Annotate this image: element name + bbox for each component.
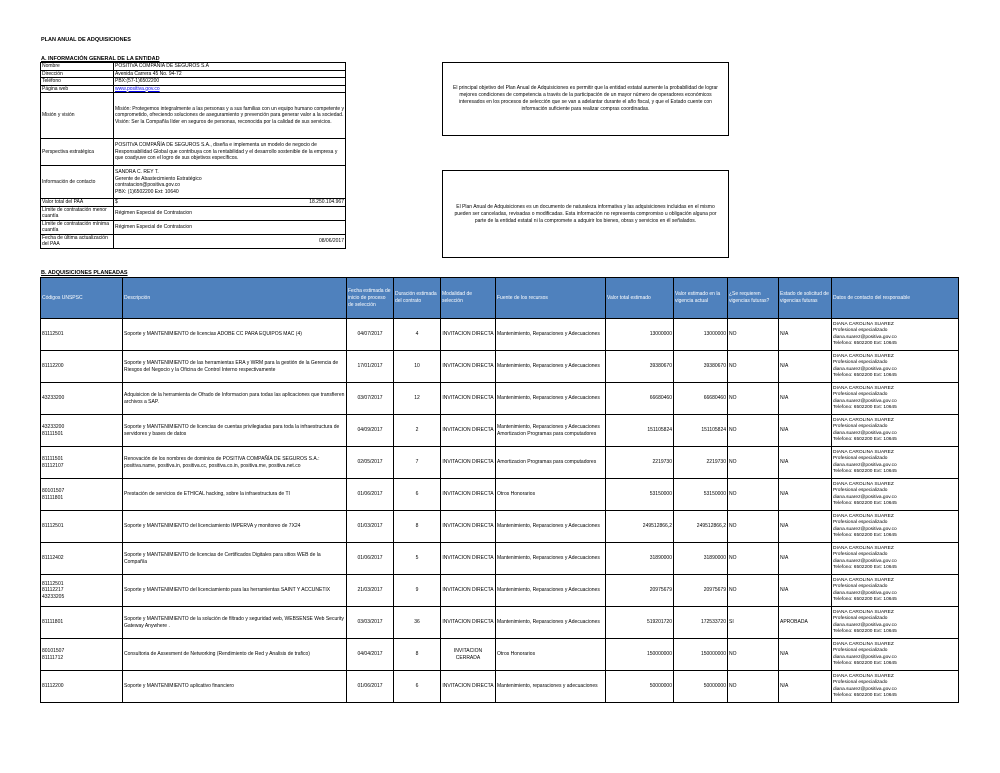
cell-descripcion: Soporte y MANTENIMIENTO de licencias de Certificados Digitales para sitios WEB de la Compañía bbox=[123, 543, 347, 575]
contact-email: diana.suarez@positiva.gov.co bbox=[833, 430, 897, 436]
cell-valor-total: 39380670 bbox=[606, 351, 674, 383]
cell-codigos: 81111801 bbox=[41, 607, 123, 639]
table-header-row bbox=[41, 278, 959, 319]
cell-codigos: 81111501 81112107 bbox=[41, 447, 123, 479]
col-codigos: Códigos UNSPSC bbox=[41, 278, 123, 319]
cell-duracion: 8 bbox=[394, 639, 441, 671]
cell-fecha: 04/04/2017 bbox=[347, 639, 394, 671]
cell-requieren: SI bbox=[728, 607, 779, 639]
mision-label: Misión y visión bbox=[41, 93, 114, 139]
cell-estado: N/A bbox=[779, 575, 832, 607]
cell-descripcion: Soporte y MANTENIMIENTO de licencias ADOBE CC PARA EQUIPOS MAC (4) bbox=[123, 319, 347, 351]
contact-email: diana.suarez@positiva.gov.co bbox=[833, 462, 897, 468]
contact-email: diana.suarez@positiva.gov.co bbox=[833, 494, 897, 500]
cell-valor-total: 50000000 bbox=[606, 671, 674, 703]
cell-contacto bbox=[832, 671, 959, 703]
cell-estado: N/A bbox=[779, 319, 832, 351]
cell-duracion: 7 bbox=[394, 447, 441, 479]
cell-fuente: Mantenimiento, Reparaciones y Adecuaciones bbox=[496, 383, 606, 415]
cell-fuente: Otros Honorarios bbox=[496, 479, 606, 511]
nombre-value: POSITIVA COMPAÑÍA DE SEGUROS S.A bbox=[114, 63, 346, 71]
cell-modalidad: INVITACION DIRECTA bbox=[441, 319, 496, 351]
cell-modalidad: INVITACION DIRECTA bbox=[441, 415, 496, 447]
table-row bbox=[41, 671, 959, 703]
contacto-nombre: SANDRA C. REY T. bbox=[115, 169, 159, 175]
contact-name: DIANA CAROLINA SUAREZ bbox=[833, 577, 894, 583]
cell-duracion: 10 bbox=[394, 351, 441, 383]
contact-name: DIANA CAROLINA SUAREZ bbox=[833, 545, 894, 551]
contact-phone: Telefono: 6502200 Ext: 10645 bbox=[833, 372, 897, 378]
direccion-value: Avenida Carrera 45 No. 94-72 bbox=[114, 70, 346, 78]
contact-role: Profesional especializado bbox=[833, 488, 888, 494]
cell-requieren: NO bbox=[728, 575, 779, 607]
cell-valor-total: 66680460 bbox=[606, 383, 674, 415]
contacto-tel: PBX: (1)6502200 Ext: 10640 bbox=[115, 188, 179, 195]
contact-phone: Telefono: 6502200 Ext: 10645 bbox=[833, 628, 897, 634]
cell-valor-vigencia: 249512866,2 bbox=[674, 511, 728, 543]
cell-estado: N/A bbox=[779, 383, 832, 415]
contact-email: diana.suarez@positiva.gov.co bbox=[833, 526, 897, 532]
cell-valor-vigencia: 31890000 bbox=[674, 543, 728, 575]
cell-estado: N/A bbox=[779, 351, 832, 383]
web-label: Página web bbox=[41, 85, 114, 93]
cell-contacto bbox=[832, 415, 959, 447]
cell-fecha: 01/06/2017 bbox=[347, 671, 394, 703]
contact-role: Profesional especializado bbox=[833, 584, 888, 590]
cell-descripcion: Soporte y MANTENIMIENTO de la solución de filtrado y seguridad web, WEBSENSE Web Security Gateway Anywhere . bbox=[123, 607, 347, 639]
planned-acquisitions-table bbox=[40, 277, 959, 703]
cell-fecha: 01/03/2017 bbox=[347, 511, 394, 543]
cell-valor-vigencia: 53150000 bbox=[674, 479, 728, 511]
cell-fecha: 03/03/2017 bbox=[347, 607, 394, 639]
contact-role: Profesional especializado bbox=[833, 552, 888, 558]
cell-valor-total: 2219730 bbox=[606, 447, 674, 479]
cell-duracion: 5 bbox=[394, 543, 441, 575]
cell-valor-total: 249512866,2 bbox=[606, 511, 674, 543]
mision-text: Misión: Protegemos integralmente a las personas y a sus familias con un equipo humano competente y comprometido, ofreciendo soluciones de aseguramiento y prevención para generar valor a la sociedad. bbox=[115, 105, 345, 119]
cell-codigos: 43233200 bbox=[41, 383, 123, 415]
cell-requieren: NO bbox=[728, 543, 779, 575]
cell-estado: N/A bbox=[779, 511, 832, 543]
cell-requieren: NO bbox=[728, 671, 779, 703]
cell-modalidad: INVITACION DIRECTA bbox=[441, 447, 496, 479]
table-row bbox=[41, 383, 959, 415]
cell-fecha: 01/06/2017 bbox=[347, 479, 394, 511]
contact-email: diana.suarez@positiva.gov.co bbox=[833, 398, 897, 404]
contact-name: DIANA CAROLINA SUAREZ bbox=[833, 353, 894, 359]
nombre-label: Nombre bbox=[41, 63, 114, 71]
cell-valor-vigencia: 150000000 bbox=[674, 639, 728, 671]
cell-contacto bbox=[832, 351, 959, 383]
cell-codigos: 81112200 bbox=[41, 351, 123, 383]
cell-valor-total: 519201720 bbox=[606, 607, 674, 639]
col-requieren: ¿Se requieren vigencias futuras? bbox=[728, 278, 779, 319]
contact-role: Profesional especializado bbox=[833, 360, 888, 366]
cell-valor-vigencia: 66680460 bbox=[674, 383, 728, 415]
cell-contacto bbox=[832, 543, 959, 575]
perspectiva-value: POSITIVA COMPAÑÍA DE SEGUROS S.A., diseña e implementa un modelo de negocio de Responsabilidad Global que contribuya con la rentabilidad y el desarrollo sostenible de la empresa y que coadyuve con el logro de sus objetivos específicos. bbox=[114, 139, 346, 166]
col-fecha: Fecha estimada de inicio de proceso de selección bbox=[347, 278, 394, 319]
cell-fecha: 21/03/2017 bbox=[347, 575, 394, 607]
cell-descripcion: Renovación de los nombres de dominios de POSITIVA COMPAÑÍA DE SEGUROS S.A.: positiva.name, positiva.in, positiva.cc, positiva.co.in, positiva.me, positiva.net.co bbox=[123, 447, 347, 479]
contact-phone: Telefono: 6502200 Ext: 10645 bbox=[833, 468, 897, 474]
cell-contacto bbox=[832, 639, 959, 671]
contact-phone: Telefono: 6502200 Ext: 10645 bbox=[833, 500, 897, 506]
cell-contacto bbox=[832, 383, 959, 415]
section-a-heading: A. INFORMACIÓN GENERAL DE LA ENTIDAD bbox=[41, 56, 160, 62]
cell-fecha: 17/01/2017 bbox=[347, 351, 394, 383]
contacto-cargo: Gerente de Abastecimiento Estratégico bbox=[115, 175, 202, 182]
contact-phone: Telefono: 6502200 Ext: 10645 bbox=[833, 692, 897, 698]
cell-duracion: 6 bbox=[394, 671, 441, 703]
col-duracion: Duración estimada del contrato bbox=[394, 278, 441, 319]
cell-contacto bbox=[832, 319, 959, 351]
cell-modalidad: INVITACION DIRECTA bbox=[441, 479, 496, 511]
cell-duracion: 2 bbox=[394, 415, 441, 447]
contact-phone: Telefono: 6502200 Ext: 10645 bbox=[833, 564, 897, 570]
contact-role: Profesional especializado bbox=[833, 424, 888, 430]
cell-requieren: NO bbox=[728, 479, 779, 511]
limite-menor-value: Régimen Especial de Contratacion bbox=[114, 206, 346, 220]
cell-duracion: 12 bbox=[394, 383, 441, 415]
contact-phone: Telefono: 6502200 Ext: 10645 bbox=[833, 660, 897, 666]
contact-phone: Telefono: 6502200 Ext: 10645 bbox=[833, 532, 897, 538]
cell-codigos: 80101507 81111801 bbox=[41, 479, 123, 511]
contact-name: DIANA CAROLINA SUAREZ bbox=[833, 417, 894, 423]
contact-phone: Telefono: 6502200 Ext: 10645 bbox=[833, 404, 897, 410]
col-contacto: Datos de contacto del responsable bbox=[832, 278, 959, 319]
table-row bbox=[41, 511, 959, 543]
col-descripcion: Descripción bbox=[123, 278, 347, 319]
cell-modalidad: INVITACION DIRECTA bbox=[441, 575, 496, 607]
cell-valor-vigencia: 2219730 bbox=[674, 447, 728, 479]
cell-fecha: 03/07/2017 bbox=[347, 383, 394, 415]
cell-fuente: Mantenimiento, Reparaciones y Adecuaciones bbox=[496, 575, 606, 607]
contact-email: diana.suarez@positiva.gov.co bbox=[833, 654, 897, 660]
disclaimer-text: El Plan Anual de Adquisiciones es un documento de naturaleza informativa y las adquisiciones incluidas en el mismo pueden ser canceladas, revisadas o modificadas. Esta información no representa compromiso u obligación alguna por parte de la entidad estatal ni la compromete a adquirir los bienes, obras y servicios en él señalados. bbox=[454, 203, 717, 224]
objective-note bbox=[442, 62, 729, 136]
contact-name: DIANA CAROLINA SUAREZ bbox=[833, 673, 894, 679]
cell-contacto bbox=[832, 447, 959, 479]
cell-contacto bbox=[832, 511, 959, 543]
cell-duracion: 4 bbox=[394, 319, 441, 351]
contact-email: diana.suarez@positiva.gov.co bbox=[833, 558, 897, 564]
telefono-value: PBX:(57-1)6502200 bbox=[114, 78, 346, 86]
web-link[interactable]: www.positiva.gov.co bbox=[115, 85, 160, 92]
perspectiva-label: Perspectiva estratégica bbox=[41, 139, 114, 166]
contact-email: diana.suarez@positiva.gov.co bbox=[833, 590, 897, 596]
cell-estado: N/A bbox=[779, 415, 832, 447]
valor-value: 18.250.104.967 bbox=[309, 199, 344, 205]
fecha-label: Fecha de última actualización del PAA bbox=[41, 234, 114, 248]
cell-modalidad: INVITACION DIRECTA bbox=[441, 543, 496, 575]
contact-role: Profesional especializado bbox=[833, 680, 888, 686]
col-modalidad: Modalidad de selección bbox=[441, 278, 496, 319]
table-row bbox=[41, 607, 959, 639]
table-row bbox=[41, 447, 959, 479]
contact-name: DIANA CAROLINA SUAREZ bbox=[833, 449, 894, 455]
cell-valor-total: 13000000 bbox=[606, 319, 674, 351]
cell-descripcion: Soporte y MANTENIMIENTO aplicativo financiero bbox=[123, 671, 347, 703]
objective-text: El principal objetivo del Plan Anual de Adquisiciones es permitir que la entidad estatal aumente la probabilidad de lograr mejores condiciones de competencia a través de la participación de un mayor número de operadores económicos interesados en los procesos de selección que se van a adelantar durante el año fiscal, y que el Estado cuente con información suficiente para realizar compras coordinadas. bbox=[453, 85, 718, 112]
cell-valor-total: 53150000 bbox=[606, 479, 674, 511]
cell-duracion: 9 bbox=[394, 575, 441, 607]
direccion-label: Dirección bbox=[41, 70, 114, 78]
cell-descripcion: Consultoria de Assesment de Networking (Rendimiento de Red y Analisis de trafico) bbox=[123, 639, 347, 671]
table-row bbox=[41, 415, 959, 447]
cell-valor-vigencia: 151105824 bbox=[674, 415, 728, 447]
limite-minima-label: Límite de contratación mínima cuantía bbox=[41, 220, 114, 234]
cell-estado: N/A bbox=[779, 479, 832, 511]
cell-duracion: 8 bbox=[394, 511, 441, 543]
cell-codigos: 81112501 bbox=[41, 511, 123, 543]
contacto-email: contratacion@positiva.gov.co bbox=[115, 182, 181, 188]
cell-estado: N/A bbox=[779, 639, 832, 671]
cell-fuente: Mantenimiento, Reparaciones y Adecuaciones bbox=[496, 607, 606, 639]
contacto-label: Información de contacto bbox=[41, 166, 114, 199]
cell-valor-vigencia: 172533720 bbox=[674, 607, 728, 639]
cell-fuente: Mantenimiento, Reparaciones y Adecuaciones bbox=[496, 351, 606, 383]
contact-email: diana.suarez@positiva.gov.co bbox=[833, 334, 897, 340]
table-row bbox=[41, 479, 959, 511]
contact-role: Profesional especializado bbox=[833, 328, 888, 334]
contact-name: DIANA CAROLINA SUAREZ bbox=[833, 641, 894, 647]
cell-descripcion: Soporte y MANTENIMIENTO del licenciamiento IMPERVA y monitoreo de 7X24 bbox=[123, 511, 347, 543]
cell-requieren: NO bbox=[728, 447, 779, 479]
cell-fuente: Otros Honorarios bbox=[496, 639, 606, 671]
contact-name: DIANA CAROLINA SUAREZ bbox=[833, 385, 894, 391]
cell-contacto bbox=[832, 575, 959, 607]
entity-info-table bbox=[40, 62, 346, 249]
table-row bbox=[41, 575, 959, 607]
cell-codigos: 81112501 bbox=[41, 319, 123, 351]
cell-modalidad: INVITACION DIRECTA bbox=[441, 351, 496, 383]
cell-descripcion: Prestación de servicios de ETHICAL hacking, sobre la infraestructura de TI bbox=[123, 479, 347, 511]
cell-fecha: 04/09/2017 bbox=[347, 415, 394, 447]
cell-descripcion: Soporte y MANTENIMIENTO de licencias de cuentas privilegiadas para toda la infraestructura de servidores y bases de datos bbox=[123, 415, 347, 447]
table-row bbox=[41, 351, 959, 383]
cell-estado: APROBADA bbox=[779, 607, 832, 639]
cell-duracion: 36 bbox=[394, 607, 441, 639]
cell-descripcion: Soporte y MANTENIMIENTO de las herramientas ERA y WRM para la gestión de la Gerencia de Riesgos del Negocio y la Oficina de Control Interno respectivamente bbox=[123, 351, 347, 383]
cell-requieren: NO bbox=[728, 351, 779, 383]
contact-email: diana.suarez@positiva.gov.co bbox=[833, 366, 897, 372]
contact-name: DIANA CAROLINA SUAREZ bbox=[833, 321, 894, 327]
contact-email: diana.suarez@positiva.gov.co bbox=[833, 622, 897, 628]
col-valor-total: Valor total estimado bbox=[606, 278, 674, 319]
cell-fuente: Amortizacion Programas para computadores bbox=[496, 447, 606, 479]
vision-text: Visión: Ser la Compañía líder en seguros de personas, reconocida por la calidad de sus servicios. bbox=[115, 118, 332, 125]
cell-valor-total: 150000000 bbox=[606, 639, 674, 671]
contact-phone: Telefono: 6502200 Ext: 10645 bbox=[833, 436, 897, 442]
disclaimer-note bbox=[442, 170, 729, 258]
col-estado: Estado de solicitud de vigencias futuras bbox=[779, 278, 832, 319]
valor-currency: $ bbox=[115, 199, 118, 205]
cell-fecha: 02/05/2017 bbox=[347, 447, 394, 479]
cell-valor-vigencia: 20975679 bbox=[674, 575, 728, 607]
cell-valor-vigencia: 50000000 bbox=[674, 671, 728, 703]
cell-estado: N/A bbox=[779, 543, 832, 575]
cell-fecha: 01/06/2017 bbox=[347, 543, 394, 575]
cell-modalidad: INVITACION DIRECTA bbox=[441, 383, 496, 415]
cell-fuente: Mantenimiento, Reparaciones y Adecuaciones Amortizacion Programas para computadores bbox=[496, 415, 606, 447]
table-row bbox=[41, 319, 959, 351]
limite-menor-label: Límite de contratación menor cuantía bbox=[41, 206, 114, 220]
contact-phone: Telefono: 6502200 Ext: 10645 bbox=[833, 596, 897, 602]
telefono-label: Teléfono bbox=[41, 78, 114, 86]
cell-requieren: NO bbox=[728, 511, 779, 543]
contact-role: Profesional especializado bbox=[833, 456, 888, 462]
cell-valor-total: 31890000 bbox=[606, 543, 674, 575]
cell-valor-vigencia: 39380670 bbox=[674, 351, 728, 383]
cell-fuente: Mantenimiento, Reparaciones y Adecuaciones bbox=[496, 543, 606, 575]
limite-minima-value: Régimen Especial de Contratacion bbox=[114, 220, 346, 234]
cell-modalidad: INVITACION CERRADA bbox=[441, 639, 496, 671]
valor-label: Valor total del PAA bbox=[41, 199, 114, 207]
contact-role: Profesional especializado bbox=[833, 648, 888, 654]
cell-requieren: NO bbox=[728, 383, 779, 415]
cell-codigos: 81112402 bbox=[41, 543, 123, 575]
cell-requieren: NO bbox=[728, 639, 779, 671]
contact-phone: Telefono: 6502200 Ext: 10645 bbox=[833, 340, 897, 346]
cell-fuente: Mantenimiento, Reparaciones y Adecuaciones bbox=[496, 319, 606, 351]
cell-valor-vigencia: 13000000 bbox=[674, 319, 728, 351]
cell-duracion: 6 bbox=[394, 479, 441, 511]
contact-role: Profesional especializado bbox=[833, 520, 888, 526]
cell-modalidad: INVITACION DIRECTA bbox=[441, 511, 496, 543]
cell-fuente: Mantenimiento, Reparaciones y Adecuaciones bbox=[496, 511, 606, 543]
contact-role: Profesional especializado bbox=[833, 616, 888, 622]
cell-requieren: NO bbox=[728, 319, 779, 351]
contact-name: DIANA CAROLINA SUAREZ bbox=[833, 513, 894, 519]
cell-codigos: 43233200 81111501 bbox=[41, 415, 123, 447]
cell-codigos: 81112200 bbox=[41, 671, 123, 703]
cell-valor-total: 20975679 bbox=[606, 575, 674, 607]
contact-email: diana.suarez@positiva.gov.co bbox=[833, 686, 897, 692]
table-row bbox=[41, 543, 959, 575]
col-fuente: Fuente de los recursos bbox=[496, 278, 606, 319]
cell-requieren: NO bbox=[728, 415, 779, 447]
section-b-heading: B. ADQUISICIONES PLANEADAS bbox=[41, 270, 128, 276]
cell-estado: N/A bbox=[779, 447, 832, 479]
fecha-value: 08/06/2017 bbox=[114, 234, 346, 248]
page-title: PLAN ANUAL DE ADQUISICIONES bbox=[41, 37, 131, 43]
cell-modalidad: INVITACION DIRECTA bbox=[441, 671, 496, 703]
cell-contacto bbox=[832, 479, 959, 511]
cell-descripcion: Soporte y MANTENIMIENTO del licenciamiento para las herramientas SAINT Y ACCUNETIX bbox=[123, 575, 347, 607]
cell-valor-total: 151105824 bbox=[606, 415, 674, 447]
contact-name: DIANA CAROLINA SUAREZ bbox=[833, 609, 894, 615]
cell-fecha: 04/07/2017 bbox=[347, 319, 394, 351]
cell-codigos: 81112501 81112217 43233205 bbox=[41, 575, 123, 607]
cell-descripcion: Adquisicion de la herramienta de Ofrado de Informacion para todas las aplicaciones que transfieren archivos a SAP. bbox=[123, 383, 347, 415]
cell-estado: N/A bbox=[779, 671, 832, 703]
cell-contacto bbox=[832, 607, 959, 639]
cell-codigos: 80101507 81111712 bbox=[41, 639, 123, 671]
col-valor-vigencia: Valor estimado en la vigencia actual bbox=[674, 278, 728, 319]
cell-fuente: Mantenimiento, reparaciones y adecuaciones bbox=[496, 671, 606, 703]
table-row bbox=[41, 639, 959, 671]
contact-role: Profesional especializado bbox=[833, 392, 888, 398]
contact-name: DIANA CAROLINA SUAREZ bbox=[833, 481, 894, 487]
cell-modalidad: INVITACION DIRECTA bbox=[441, 607, 496, 639]
